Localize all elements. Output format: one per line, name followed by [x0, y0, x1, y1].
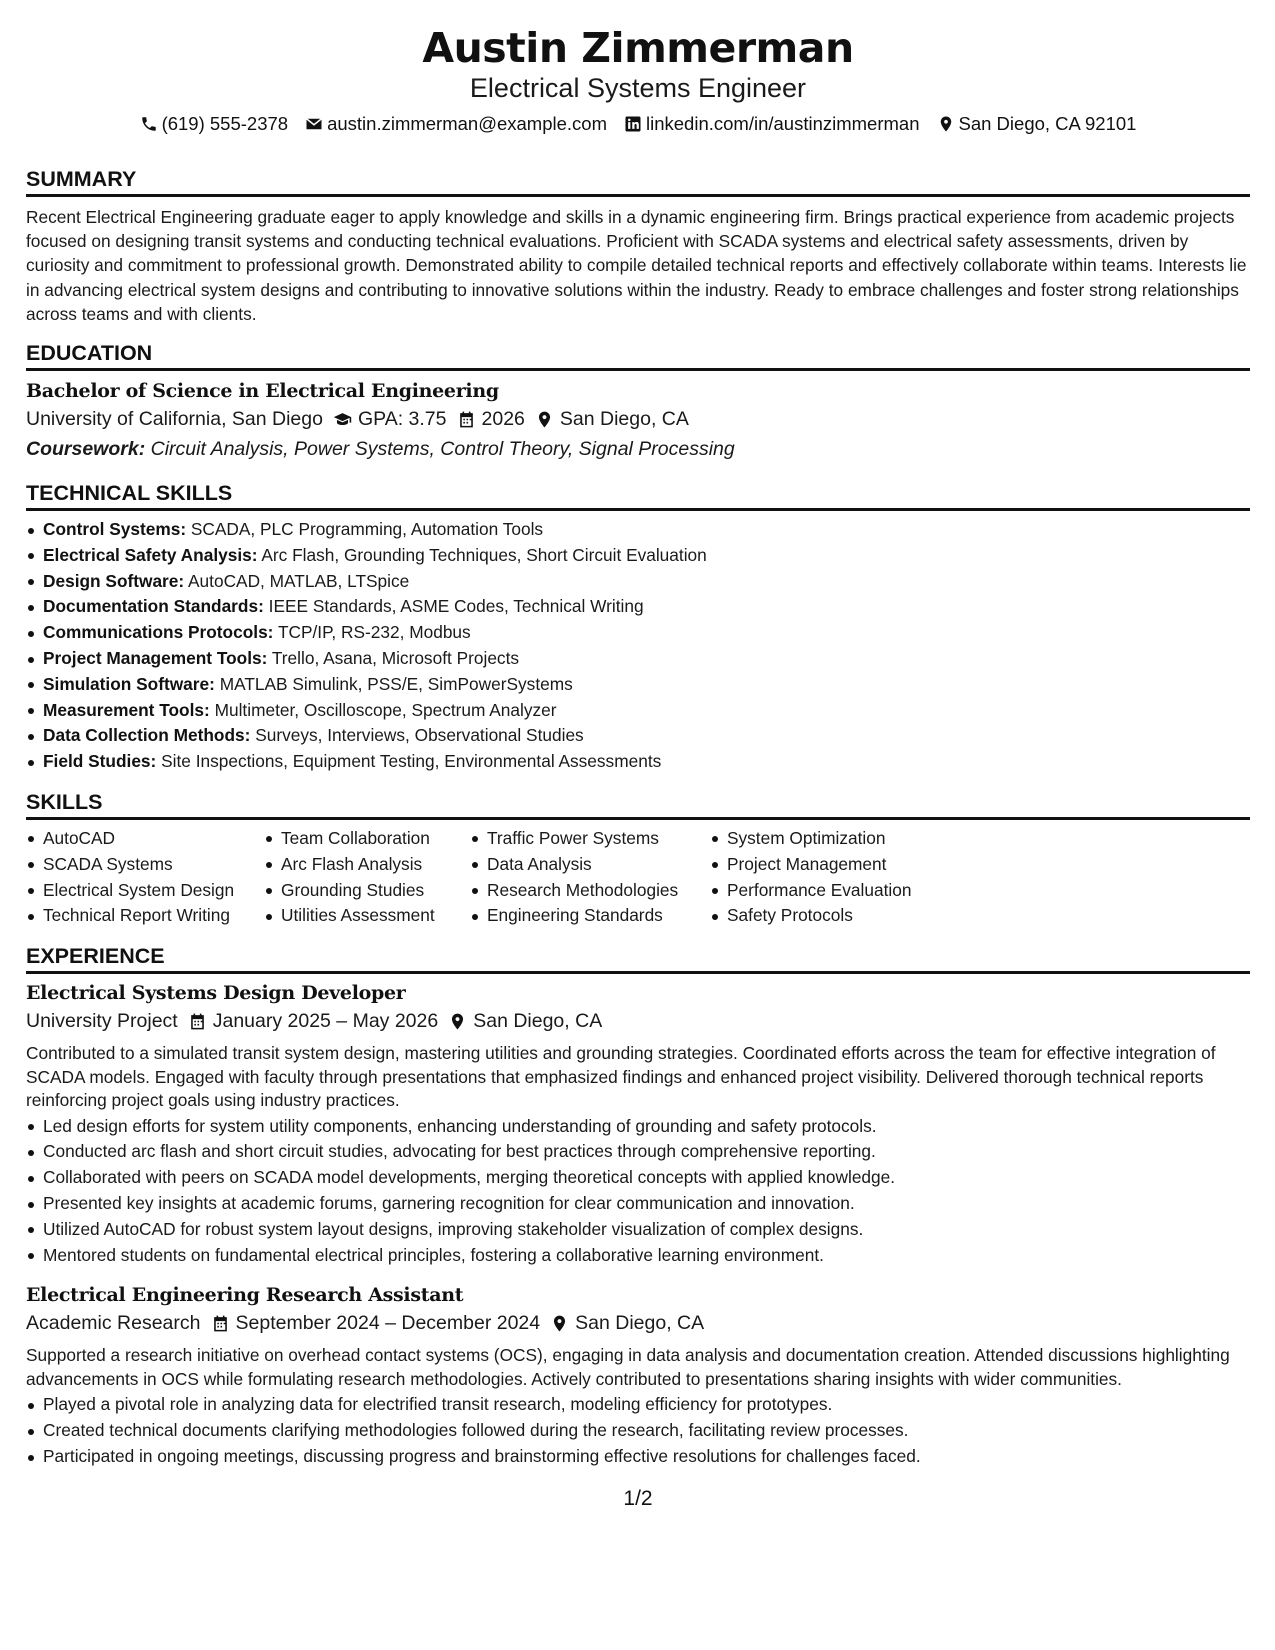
experience-entry	[26, 1282, 1250, 1469]
list-item: Presented key insights at academic forums, garnering recognition for clear communication and innovation.	[26, 1191, 1250, 1217]
education-location: San Diego, CA	[559, 408, 689, 431]
list-item: SCADA Systems	[26, 852, 264, 878]
list-item: Participated in ongoing meetings, discussing progress and brainstorming effective resolutions for challenges faced.	[26, 1444, 1250, 1470]
list-item: Control Systems: SCADA, PLC Programming, Automation Tools	[26, 517, 1250, 543]
list-item: Safety Protocols	[710, 903, 1010, 929]
list-item: Electrical Safety Analysis: Arc Flash, Grounding Techniques, Short Circuit Evaluation	[26, 543, 1250, 569]
graduation-cap-icon	[333, 410, 352, 429]
graduation-year: 2026	[481, 408, 525, 431]
calendar-icon	[188, 1012, 207, 1031]
list-item: Played a pivotal role in analyzing data for electrified transit research, modeling efficiency for prototypes.	[26, 1392, 1250, 1418]
experience-entry	[26, 980, 1250, 1268]
list-item: Technical Report Writing	[26, 903, 264, 929]
list-item: Engineering Standards	[470, 903, 710, 929]
page-number: 1/2	[623, 1487, 653, 1510]
experience-section	[26, 943, 1250, 1470]
skills-section	[26, 789, 1250, 929]
contact-linkedin[interactable]	[624, 112, 920, 136]
resume-page	[26, 22, 1250, 1642]
technical-skills-section	[26, 480, 1250, 775]
job-org: Academic Research	[26, 1312, 201, 1335]
skills-grid	[26, 826, 1250, 929]
list-item: Project Management Tools: Trello, Asana, Microsoft Projects	[26, 646, 1250, 672]
list-item: Design Software: AutoCAD, MATLAB, LTSpice	[26, 569, 1250, 595]
coursework-label: Coursework:	[26, 438, 146, 461]
gpa-text: GPA: 3.75	[357, 408, 447, 431]
list-item: Simulation Software: MATLAB Simulink, PSS/E, SimPowerSystems	[26, 672, 1250, 698]
section-title-skills: SKILLS	[26, 789, 1250, 820]
degree-title: Bachelor of Science in Electrical Engineering	[26, 380, 499, 403]
list-item: Field Studies: Site Inspections, Equipment Testing, Environmental Assessments	[26, 749, 1250, 775]
email-text[interactable]: austin.zimmerman@example.com	[327, 113, 607, 134]
contact-email[interactable]	[305, 112, 607, 136]
job-location: San Diego, CA	[575, 1312, 705, 1335]
envelope-icon	[305, 115, 323, 133]
section-title-summary: SUMMARY	[26, 166, 1250, 197]
section-title-education: EDUCATION	[26, 340, 1250, 371]
job-meta	[26, 1308, 1250, 1338]
list-item: Created technical documents clarifying methodologies followed during the research, facilitating review processes.	[26, 1418, 1250, 1444]
job-dates: January 2025 – May 2026	[212, 1010, 439, 1033]
list-item: Data Collection Methods: Surveys, Interviews, Observational Studies	[26, 723, 1250, 749]
map-pin-icon	[937, 115, 955, 133]
list-item: Grounding Studies	[264, 878, 470, 904]
list-item: Research Methodologies	[470, 878, 710, 904]
education-meta	[26, 404, 1250, 434]
candidate-headline: Electrical Systems Engineer	[469, 73, 807, 103]
list-item: Electrical System Design	[26, 878, 264, 904]
skills-column	[710, 826, 1010, 929]
contact-phone	[140, 112, 289, 136]
job-title: Electrical Systems Design Developer	[26, 982, 406, 1005]
list-item: Collaborated with peers on SCADA model developments, merging theoretical concepts with applied knowledge.	[26, 1165, 1250, 1191]
map-pin-icon	[550, 1314, 569, 1333]
coursework-line	[26, 434, 1250, 464]
list-item: Documentation Standards: IEEE Standards, ASME Codes, Technical Writing	[26, 594, 1250, 620]
summary-text: Recent Electrical Engineering graduate eager to apply knowledge and skills in a dynamic engineering firm. Brings practical experience from academic projects focused on designing transit systems and conducting technical evaluations. Proficient with SCADA systems and electrical safety assessments, driven by curiosity and commitment to professional growth. Demonstrated ability to compile detailed technical reports and effectively collaborate within teams. Interests lie in advancing electrical system designs and contributing to innovative solutions within the industry. Ready to embrace challenges and foster strong relationships across teams and with clients.	[26, 207, 1247, 324]
section-title-experience: EXPERIENCE	[26, 943, 1250, 974]
school-name: University of California, San Diego	[26, 408, 323, 431]
skills-column	[26, 826, 264, 929]
job-title: Electrical Engineering Research Assistant	[26, 1284, 464, 1307]
job-description: Contributed to a simulated transit system design, mastering utilities and grounding strategies. Coordinated efforts across the team for effective integration of SCADA models. Engaged with faculty through presentations that emphasized findings and enhanced project visibility. Delivered thorough technical reports reinforcing project goals using industry practices.	[26, 1043, 1216, 1111]
technical-skills-list	[26, 517, 1250, 775]
calendar-icon	[457, 410, 476, 429]
job-location: San Diego, CA	[473, 1010, 603, 1033]
section-title-technical-skills: TECHNICAL SKILLS	[26, 480, 1250, 511]
resume-header	[26, 22, 1250, 136]
calendar-icon	[211, 1314, 230, 1333]
list-item: Traffic Power Systems	[470, 826, 710, 852]
job-description: Supported a research initiative on overhead contact systems (OCS), engaging in data analysis and documentation creation. Attended discussions highlighting advancements in OCS while formulating research methodologies. Actively contributed to presentations sharing insights with wider communities.	[26, 1345, 1230, 1389]
map-pin-icon	[535, 410, 554, 429]
job-bullets	[26, 1114, 1250, 1269]
job-dates: September 2024 – December 2024	[235, 1312, 541, 1335]
list-item: Utilized AutoCAD for robust system layout designs, improving stakeholder visualization of complex designs.	[26, 1217, 1250, 1243]
job-meta	[26, 1006, 1250, 1036]
skills-column	[470, 826, 710, 929]
contact-location	[937, 112, 1137, 136]
list-item: Project Management	[710, 852, 1010, 878]
map-pin-icon	[448, 1012, 467, 1031]
linkedin-icon	[624, 115, 642, 133]
list-item: Utilities Assessment	[264, 903, 470, 929]
phone-icon	[140, 115, 158, 133]
job-org: University Project	[26, 1010, 178, 1033]
linkedin-text[interactable]: linkedin.com/in/austinzimmerman	[646, 113, 920, 134]
list-item: Conducted arc flash and short circuit studies, advocating for best practices through comprehensive reporting.	[26, 1139, 1250, 1165]
location-text: San Diego, CA 92101	[958, 113, 1137, 134]
list-item: AutoCAD	[26, 826, 264, 852]
list-item: Arc Flash Analysis	[264, 852, 470, 878]
education-section	[26, 340, 1250, 464]
skills-column	[264, 826, 470, 929]
job-bullets	[26, 1392, 1250, 1469]
coursework-text: Circuit Analysis, Power Systems, Control Theory, Signal Processing	[150, 438, 735, 461]
list-item: Communications Protocols: TCP/IP, RS-232, Modbus	[26, 620, 1250, 646]
list-item: System Optimization	[710, 826, 1010, 852]
list-item: Team Collaboration	[264, 826, 470, 852]
contact-bar	[26, 112, 1250, 136]
list-item: Mentored students on fundamental electrical principles, fostering a collaborative learning environment.	[26, 1243, 1250, 1269]
list-item: Measurement Tools: Multimeter, Oscilloscope, Spectrum Analyzer	[26, 698, 1250, 724]
list-item: Data Analysis	[470, 852, 710, 878]
phone-text: (619) 555-2378	[161, 113, 289, 134]
list-item: Led design efforts for system utility components, enhancing understanding of grounding and safety protocols.	[26, 1114, 1250, 1140]
list-item: Performance Evaluation	[710, 878, 1010, 904]
summary-section	[26, 166, 1250, 326]
candidate-name: Austin Zimmerman	[422, 24, 854, 72]
